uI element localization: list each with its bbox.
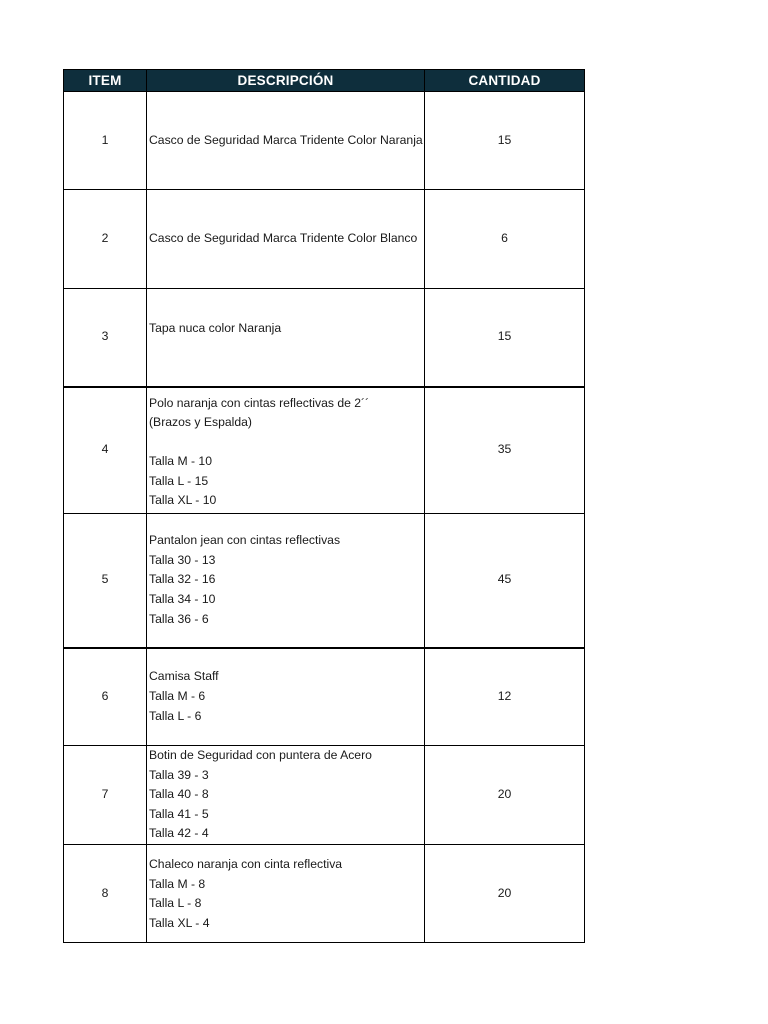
item-number-cell: 4 [64,387,147,514]
quantity-cell: 12 [425,648,585,746]
item-number-cell: 5 [64,514,147,648]
item-number-cell: 2 [64,190,147,289]
description-line: Talla 32 - 16 [149,572,216,587]
description-cell [147,289,425,387]
item-number-cell: 1 [64,92,147,190]
quantity-cell: 6 [425,190,585,289]
table-row [64,190,585,289]
description-cell [147,845,425,943]
description-line [149,433,423,453]
description-line: Polo naranja con cintas reflectivas de 2´´ [149,395,370,410]
description-line: Botin de Seguridad con puntera de Acero [149,748,372,762]
description-cell [147,190,425,289]
description-line: Talla 30 - 13 [149,552,216,567]
quantity-cell: 15 [425,289,585,387]
description-line: Talla 41 - 5 [149,806,209,821]
description-line: Talla L - 8 [149,896,202,911]
items-table [63,69,585,943]
description-cell [147,387,425,514]
description-line: Chaleco naranja con cinta reflectiva [149,857,343,871]
description-line: Casco de Seguridad Marca Tridente Color Blanco [149,231,418,246]
description-line: Talla 36 - 6 [149,611,209,626]
description-line: Talla 34 - 10 [149,592,216,607]
item-number-cell: 7 [64,746,147,845]
table-row [64,648,585,746]
description-line: Talla 40 - 8 [149,787,209,802]
description-line: Talla L - 15 [149,473,209,488]
table-header [64,70,585,92]
header-item: ITEM [64,70,147,92]
description-line: Talla M - 8 [149,876,206,891]
description-line: Casco de Seguridad Marca Tridente Color Naranja [149,132,423,147]
description-cell [147,514,425,648]
description-line: Talla XL - 4 [149,915,210,930]
quantity-cell: 35 [425,387,585,514]
table-body [64,92,585,943]
item-number-cell: 6 [64,648,147,746]
header-quantity: CANTIDAD [425,70,585,92]
description-line: Talla 39 - 3 [149,767,209,782]
description-cell [147,648,425,746]
description-line: Talla M - 6 [149,688,206,703]
description-line: Camisa Staff [149,669,219,684]
description-line: Tapa nuca color Naranja [149,321,282,335]
item-number-cell: 8 [64,845,147,943]
table-row [64,746,585,845]
item-number-cell: 3 [64,289,147,387]
description-line: Talla M - 10 [149,454,212,469]
header-row [64,70,585,92]
spreadsheet-page [63,69,584,943]
description-line: Pantalon jean con cintas reflectivas [149,533,341,548]
description-line: Talla XL - 10 [149,493,217,508]
quantity-cell: 20 [425,746,585,845]
description-line: (Brazos y Espalda) [149,415,252,430]
quantity-cell: 45 [425,514,585,648]
description-line: Talla 42 - 4 [149,826,209,841]
table-row [64,514,585,648]
header-description: DESCRIPCIÓN [147,70,425,92]
description-cell [147,92,425,190]
description-cell [147,746,425,845]
quantity-cell: 15 [425,92,585,190]
table-row [64,92,585,190]
table-row [64,845,585,943]
table-row [64,387,585,514]
table-row [64,289,585,387]
description-line: Talla L - 6 [149,708,202,723]
quantity-cell: 20 [425,845,585,943]
